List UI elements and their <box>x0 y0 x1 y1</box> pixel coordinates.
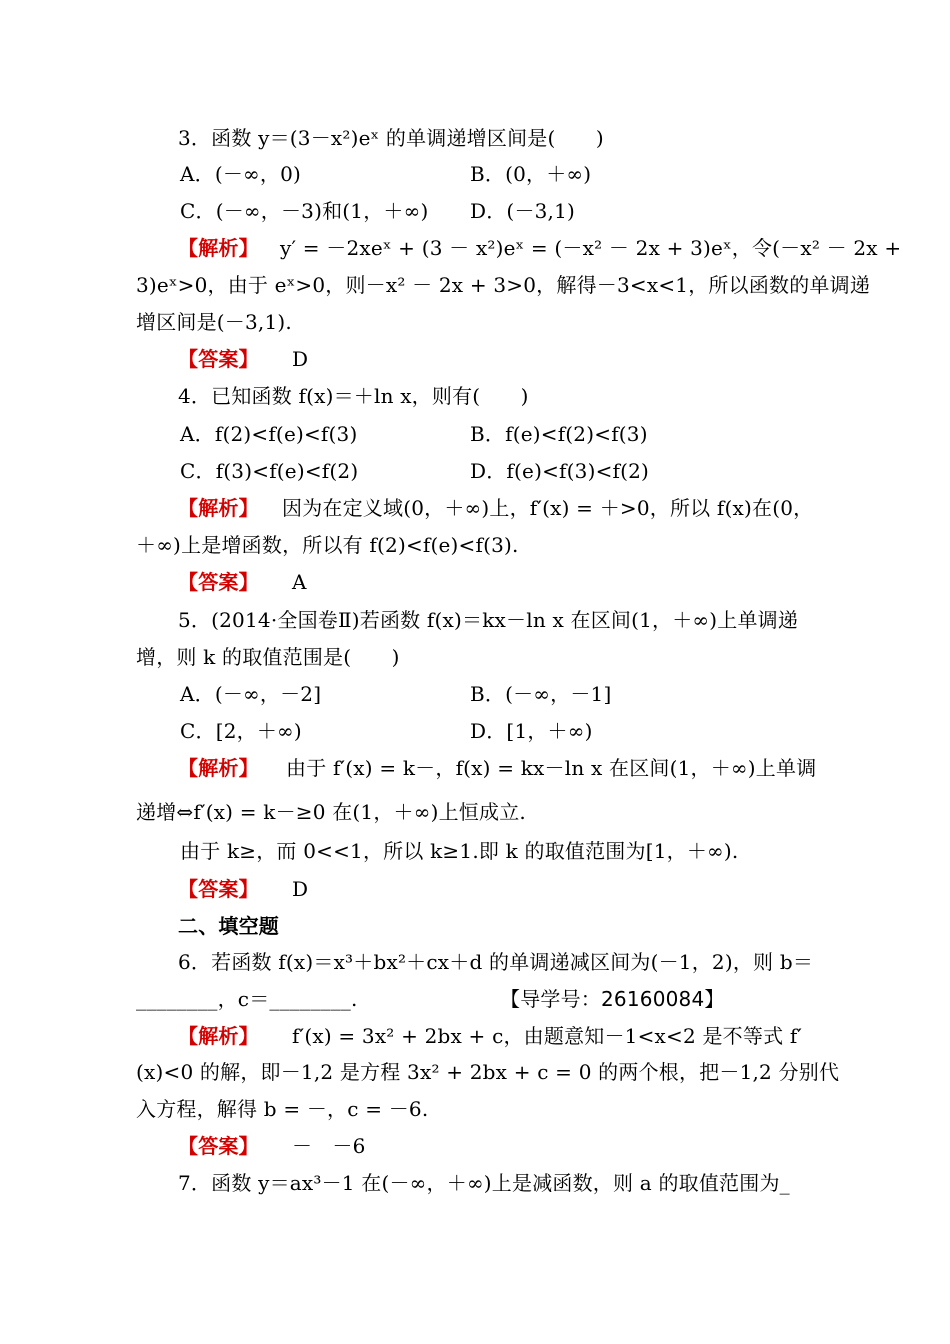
q5-options-row1 <box>0 678 950 710</box>
q6-answer-value: － －6 <box>292 1134 366 1158</box>
q4-option-a: A．f(2)<f(e)<f(3) <box>180 422 358 446</box>
q4-options-row2 <box>0 455 950 487</box>
q4-answer <box>0 566 950 598</box>
q6-answer-tag: 【答案】 <box>178 1134 259 1158</box>
q5-answer-value: D <box>292 877 309 901</box>
section-heading: 二、填空题 <box>178 914 279 938</box>
q7-stem: 7．函数 y＝ax³－1 在(－∞，＋∞)上是减函数，则 a 的取值范围为_ <box>178 1171 790 1195</box>
q5-stem-line2: 增，则 k 的取值范围是( ) <box>136 645 400 669</box>
q6-answer <box>0 1130 950 1162</box>
q4-analysis-tag: 【解析】 <box>178 496 259 520</box>
q3-option-c: C．(－∞，－3)和(1，＋∞) <box>180 199 429 223</box>
q4-options-row1 <box>0 418 950 450</box>
q3-answer-value: D <box>292 347 309 371</box>
q3-stem: 3．函数 y＝(3－x²)eˣ 的单调递增区间是( ) <box>178 126 604 150</box>
q3-option-d: D．(－3,1) <box>470 199 576 223</box>
q5-analysis-line1: 【解析】 由于 f′(x) = k－，f(x) = kx－ln x 在区间(1，＋∞)上单调 <box>0 752 950 784</box>
q6-analysis-tag: 【解析】 <box>178 1024 259 1048</box>
q4-analysis-line1: 【解析】 因为在定义域(0，＋∞)上，f′(x) = ＋>0，所以 f(x)在(0， <box>0 492 950 524</box>
q4-option-b: B．f(e)<f(2)<f(3) <box>470 422 648 446</box>
q6-stem-line1: 6．若函数 f(x)＝x³＋bx²＋cx＋d 的单调递减区间为(－1，2)，则 b＝ <box>178 950 814 974</box>
q6-analysis-line2: (x)<0 的解，即－1,2 是方程 3x² + 2bx + c = 0 的两个根，把－1,2 分别代 <box>136 1060 840 1084</box>
q4-option-d: D．f(e)<f(3)<f(2) <box>470 459 650 483</box>
q5-option-b: B．(－∞，－1] <box>470 682 612 706</box>
q5-option-d: D．[1，＋∞) <box>470 719 593 743</box>
q3-option-b: B．(0，＋∞) <box>470 162 592 186</box>
q6-analysis-line3: 入方程，解得 b = －，c = －6. <box>136 1097 429 1121</box>
q5-options-row2 <box>0 715 950 747</box>
q6-analysis-line1: 【解析】 f′(x) = 3x² + 2bx + c，由题意知－1<x<2 是不等式 f′ <box>0 1020 950 1052</box>
q4-answer-tag: 【答案】 <box>178 570 259 594</box>
q5-analysis-line3: 由于 k≥，而 0<<1，所以 k≥1.即 k 的取值范围为[1，＋∞). <box>180 839 739 863</box>
q3-option-a: A．(－∞，0) <box>180 162 302 186</box>
q3-options-row2 <box>0 195 950 227</box>
q5-option-a: A．(－∞，－2] <box>180 682 322 706</box>
q5-answer-tag: 【答案】 <box>178 877 259 901</box>
q4-analysis-line2: ＋∞)上是增函数，所以有 f(2)<f(e)<f(3). <box>136 533 519 557</box>
q3-options-row1 <box>0 158 950 190</box>
q3-analysis-line2: 3)eˣ>0，由于 eˣ>0，则－x² － 2x + 3>0，解得－3<x<1，所以函数的单调递 <box>136 273 871 297</box>
q5-stem-line1: 5．(2014·全国卷Ⅱ)若函数 f(x)＝kx－ln x 在区间(1，＋∞)上单调递 <box>178 608 799 632</box>
q4-option-c: C．f(3)<f(e)<f(2) <box>180 459 359 483</box>
q5-option-c: C．[2，＋∞) <box>180 719 302 743</box>
q3-answer-tag: 【答案】 <box>178 347 259 371</box>
q3-analysis-line3: 增区间是(－3,1). <box>136 310 292 334</box>
q3-answer <box>0 343 950 375</box>
q5-answer <box>0 873 950 905</box>
q6-guide-number: 【导学号：26160084】 <box>500 987 725 1011</box>
q3-analysis-line1: 【解析】 y′ = －2xeˣ + (3 － x²)eˣ = (－x² － 2x + 3)eˣ，令(－x² － 2x + <box>0 232 950 264</box>
q6-stem-line2: ________，c＝________. 【导学号：26160084】 <box>0 983 950 1015</box>
q5-analysis-tag: 【解析】 <box>178 756 259 780</box>
q4-answer-value: A <box>292 570 307 594</box>
q4-stem: 4．已知函数 f(x)＝＋ln x，则有( ) <box>178 384 529 408</box>
q3-analysis-tag: 【解析】 <box>178 236 259 260</box>
q5-analysis-line2: 递增⇔f′(x) = k－≥0 在(1，＋∞)上恒成立. <box>136 800 526 824</box>
